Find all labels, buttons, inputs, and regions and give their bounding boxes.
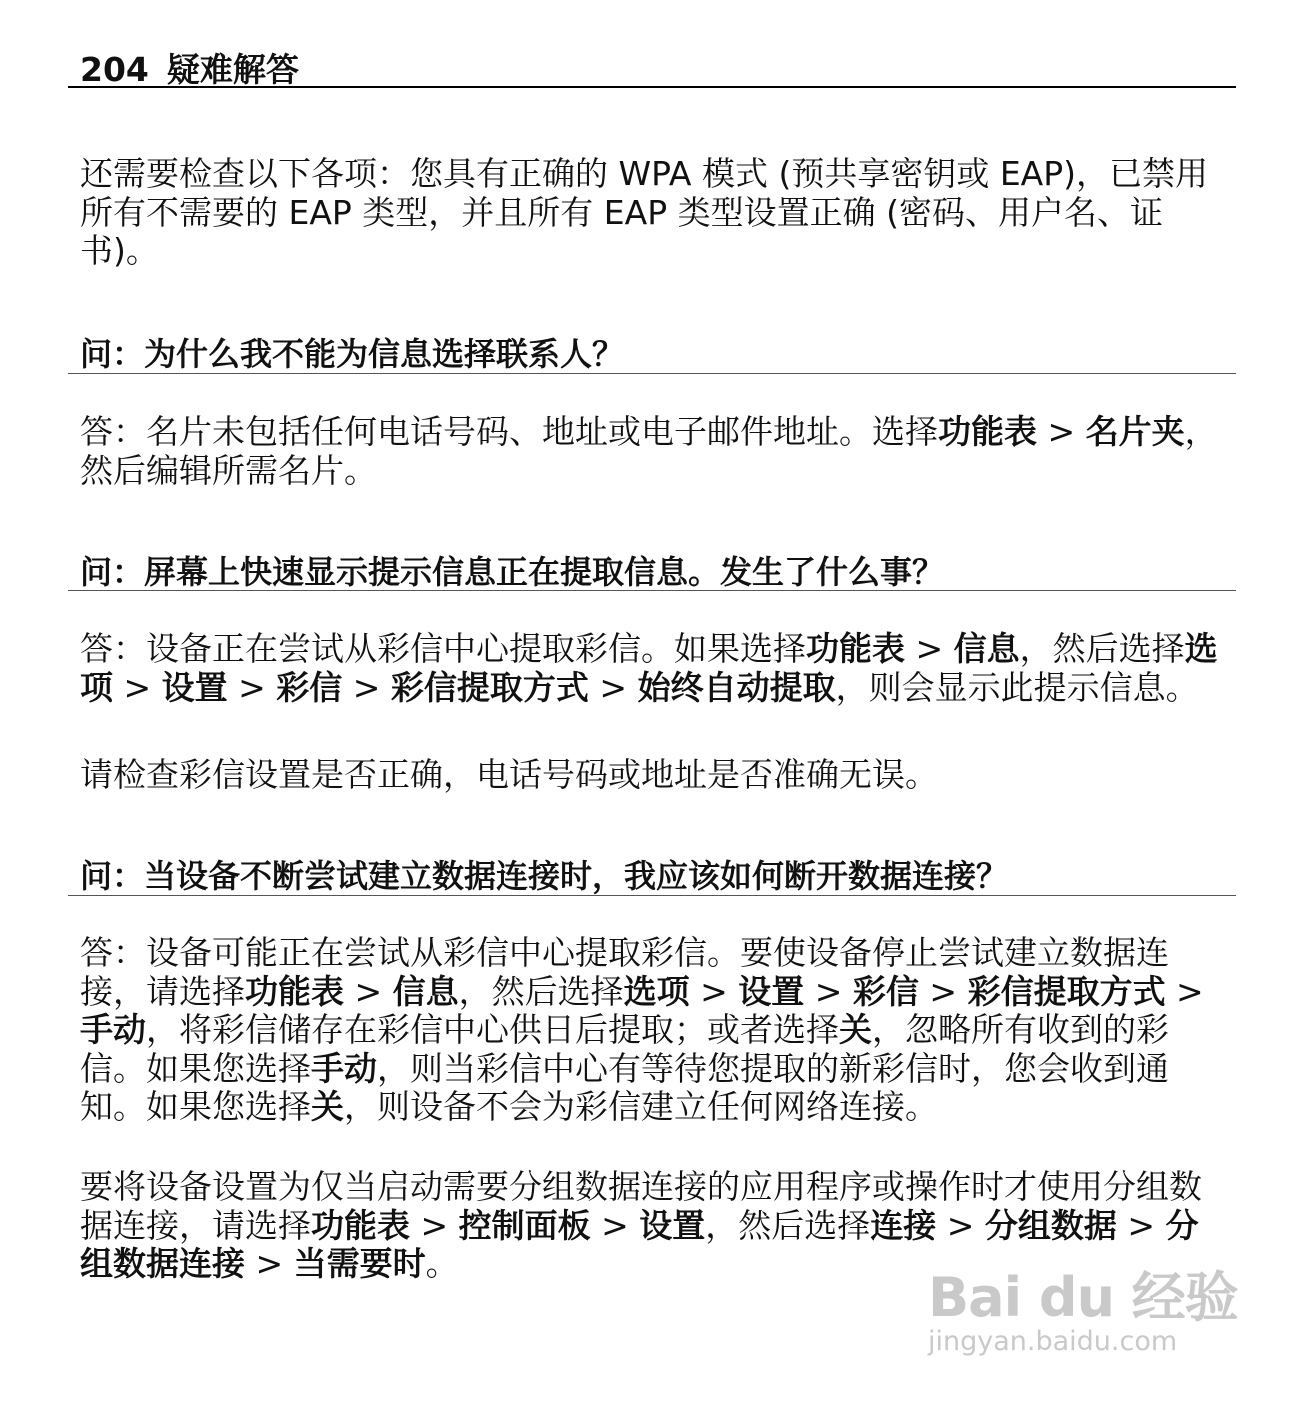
watermark-logo: Bai du 经验 — [928, 1266, 1238, 1329]
menu-path-item: 彩信 — [276, 667, 343, 707]
question-rule — [68, 590, 1236, 591]
header-rule — [68, 86, 1236, 88]
page-header — [80, 44, 299, 91]
menu-path-item: 彩信提取方式 — [390, 667, 589, 707]
page-number: 204 — [80, 50, 149, 89]
answer-2: 答：设备正在尝试从彩信中心提取彩信。如果选择功能表 > 信息，然后选择选项 > 设置 > 彩信 > 彩信提取方式 > 始终自动提取，则会显示此提示信息。 — [80, 629, 1218, 707]
final-paragraph: 要将设备设置为仅当启动需要分组数据连接的应用程序或操作时才使用分组数据连接，请选择功能表 > 控制面板 > 设置，然后选择连接 > 分组数据 > 分组数据连接 > 当需要时。 — [80, 1167, 1202, 1283]
intro-paragraph: 还需要检查以下各项：您具有正确的 WPA 模式 (预共享密钥或 EAP)，已禁用所有不需要的 EAP 类型，并且所有 EAP 类型设置正确 (密码、用户名、证书)。 — [80, 154, 1209, 270]
menu-path-item: 分组数据连接 — [80, 1205, 1199, 1283]
menu-path-item: 选项 — [80, 629, 1218, 707]
menu-path-item: 彩信 — [852, 971, 919, 1011]
watermark-url: jingyan.baidu.com — [928, 1326, 1178, 1357]
menu-path-item: 名片夹 — [1085, 412, 1185, 451]
menu-path-item: 选项 — [623, 971, 690, 1011]
menu-path-item: 功能表 — [311, 1205, 410, 1245]
menu-path-item: 信息 — [392, 971, 459, 1011]
menu-option: 关 — [839, 1010, 872, 1049]
answer-1: 答：名片未包括任何电话号码、地址或电子邮件地址。选择功能表 > 名片夹，然后编辑所需名片。 — [80, 412, 1218, 490]
menu-path-item: 功能表 — [938, 412, 1037, 451]
question-2: 问：屏幕上快速显示提示信息正在提取信息。发生了什么事？ — [80, 553, 945, 591]
menu-path-item: 信息 — [953, 629, 1020, 668]
section-title: 疑难解答 — [166, 50, 299, 89]
answer-3: 答：设备可能正在尝试从彩信中心提取彩信。要使设备停止尝试建立数据连接，请选择功能表 > 信息，然后选择选项 > 设置 > 彩信 > 彩信提取方式 > 手动，将彩信储存在彩信中心供日后提取；或者选择关，忽略所有收到的彩信。如果您选择手动，则当彩信中心有等待您提取的新彩信时，您会收到通知。如果您选择关，则设备不会为彩信建立任何网络连接。 — [80, 933, 1204, 1126]
menu-path-item: 彩信提取方式 — [967, 971, 1166, 1011]
menu-path-item: 控制面板 — [458, 1205, 591, 1245]
baidu-watermark — [928, 1255, 1238, 1357]
menu-path-item: 功能表 — [806, 629, 905, 668]
menu-path-item: 手动 — [80, 1010, 146, 1049]
menu-path-item: 设置 — [639, 1205, 706, 1245]
answer-2-note: 请检查彩信设置是否正确，电话号码或地址是否准确无误。 — [80, 755, 938, 794]
menu-path-item: 设置 — [161, 667, 228, 707]
menu-path-item: 连接 — [870, 1205, 937, 1245]
menu-path-item: 功能表 — [245, 971, 344, 1011]
question-rule — [68, 895, 1236, 896]
question-1: 问：为什么我不能为信息选择联系人？ — [80, 335, 625, 373]
menu-option: 关 — [311, 1087, 344, 1126]
menu-path-item: 分组数据 — [984, 1205, 1117, 1245]
menu-path-item: 设置 — [738, 971, 805, 1011]
menu-path-item: 当需要时 — [293, 1244, 426, 1283]
menu-path-item: 始终自动提取 — [637, 667, 836, 707]
menu-option: 手动 — [311, 1048, 377, 1088]
question-rule — [68, 373, 1236, 374]
question-3: 问：当设备不断尝试建立数据连接时，我应该如何断开数据连接？ — [80, 857, 1009, 895]
